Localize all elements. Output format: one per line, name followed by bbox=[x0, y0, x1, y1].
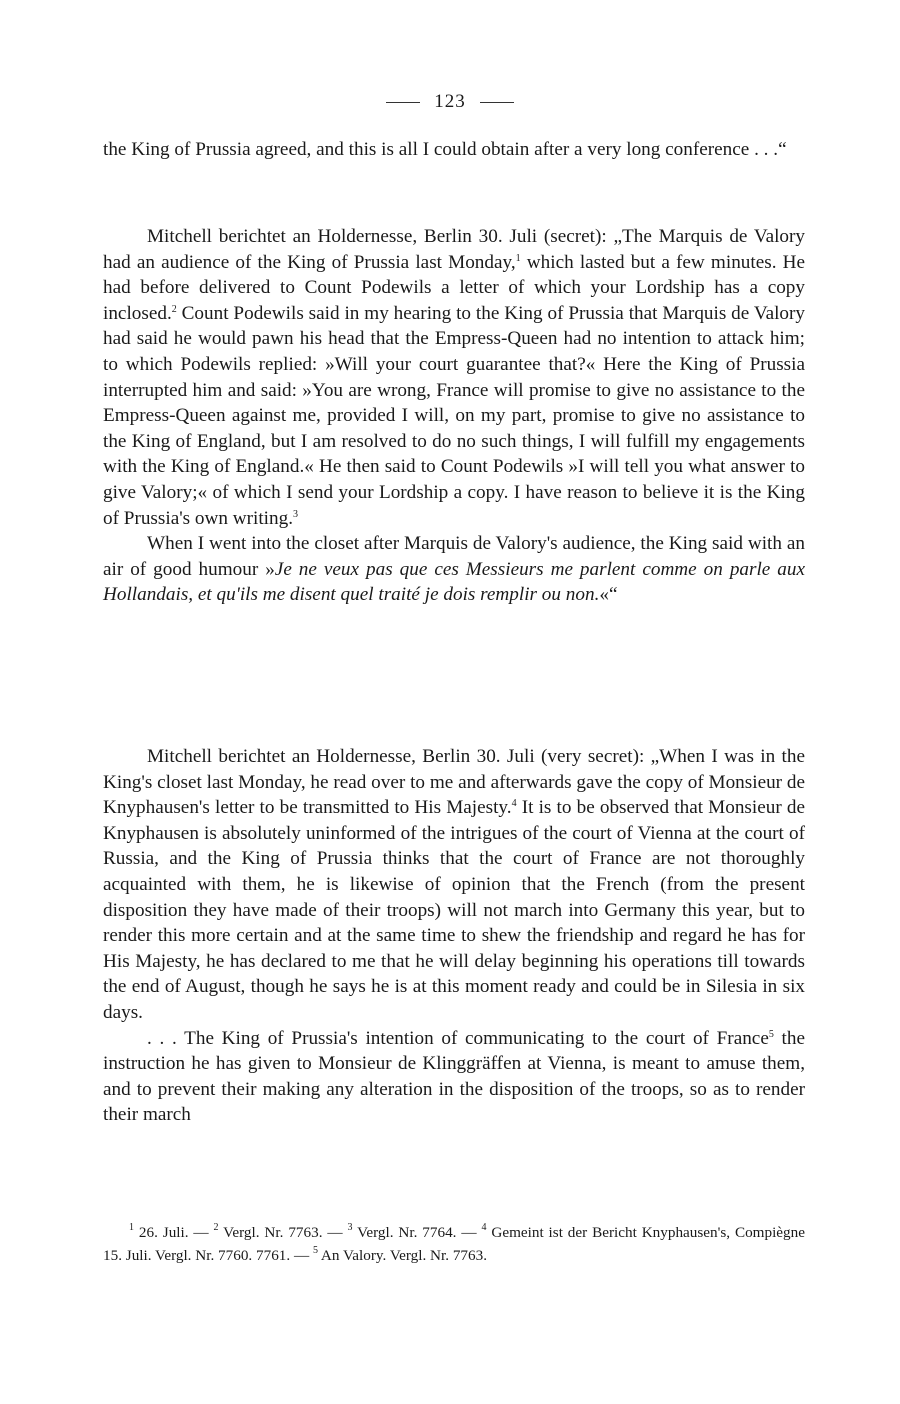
french-quotation: Je ne veux pas que ces Messieurs me parlent comme on parle aux Hollandais, et qu'ils me disent quel traité je dois remplir ou non. bbox=[103, 558, 805, 606]
footnote-ref-4: 4 bbox=[511, 798, 517, 810]
report-secret-text-b: which lasted but a few minutes. He had before delivered to Count Podewils a letter of which your Lordship has a copy inclosed. bbox=[103, 251, 806, 324]
footnote-text-5: An Valory. Vergl. Nr. 7763. bbox=[317, 1246, 487, 1264]
page-number bbox=[0, 91, 900, 113]
footnote-ref-3: 3 bbox=[293, 508, 299, 520]
report-secret-paragraph-2 bbox=[103, 531, 805, 608]
report-very-secret-text-c: . . . The King of Prussia's intention of communicating to the court of France bbox=[147, 1027, 769, 1049]
footnote-mark-3: 3 bbox=[347, 1222, 353, 1233]
report-secret-text-a: Mitchell berichtet an Holdernesse, Berlin 30. Juli (secret): „The Marquis de Valory had an audience of the King of Prussia last Monday, bbox=[103, 226, 805, 273]
footnotes bbox=[103, 1222, 805, 1267]
page-number-dash-left bbox=[386, 102, 420, 103]
report-secret-block bbox=[103, 224, 805, 608]
continuation-block bbox=[103, 137, 805, 163]
footnote-mark-1: 1 bbox=[129, 1222, 134, 1233]
page-number-dash-right bbox=[480, 102, 514, 103]
footnote-ref-5: 5 bbox=[768, 1028, 774, 1040]
report-very-secret-text-a: Mitchell berichtet an Holdernesse, Berlin 30. Juli (very secret): „When I was in the King's closet last Monday, he read over to me and afterwards gave the copy of Monsieur de Knyphausen's letter to be transmitted to His Majesty. bbox=[103, 746, 805, 819]
report-very-secret-paragraph-1 bbox=[103, 744, 805, 1026]
report-secret-tail: «“ bbox=[599, 584, 618, 606]
footnote-text-2: Vergl. Nr. 7763. — bbox=[218, 1224, 348, 1241]
report-secret-paragraph-1 bbox=[103, 224, 805, 531]
report-secret-lead: When I went into the closet after Marquis de Valory's audience, the King said with an air of good humour » bbox=[103, 533, 805, 580]
report-secret-text-c: Count Podewils said in my hearing to the King of Prussia that Marquis de Valory had said he would pawn his head that the Empress-Queen had no intention to attack him; to which Podewils replied: »Will your court guarantee that?« Here the King of Prussia interrupted him and said: »You are wrong, France will promise to give no assistance to the Empress-Queen against me, provided I will, on my part, promise to give no assistance to the King of England, but I am resolved to do no such things, I will fulfill my engagements with the King of England.« He then said to Count Podewils »I will tell you what answer to give Valory;« of which I send your Lordship a copy. I have reason to believe it is the King of Prussia's own writing. bbox=[103, 302, 805, 529]
report-very-secret-block bbox=[103, 744, 805, 1128]
report-very-secret-text-d: the instruction he has given to Monsieur de Klinggräffen at Vienna, is meant to amuse them, and to prevent their making any alteration in the disposition of the troops, so as to render their march bbox=[103, 1027, 805, 1126]
footnote-mark-4: 4 bbox=[481, 1222, 487, 1233]
report-very-secret-paragraph-2 bbox=[103, 1026, 805, 1128]
footnotes-paragraph bbox=[103, 1222, 805, 1267]
report-very-secret-text-b: It is to be observed that Monsieur de Knyphausen is absolutely uninformed of the intrigues of the court of Vienna at the court of Russia, and the King of Prussia thinks that the court of France are not thoroughly acquainted with them, he is likewise of opinion that the French (from the present disposition they have made of their troops) will not march into Germany this year, but to render this more certain and at the same time to shew the friendship and regard he has for His Majesty, he has declared to me that he will delay beginning his operations till towards the end of August, though he says he is at this moment ready and could be in Silesia in six days. bbox=[103, 797, 805, 1023]
footnote-mark-5: 5 bbox=[312, 1244, 318, 1256]
page-number-value: 123 bbox=[434, 91, 466, 112]
footnote-ref-1: 1 bbox=[515, 252, 521, 264]
footnote-text-1: 26. Juli. — bbox=[134, 1224, 214, 1241]
footnote-mark-2: 2 bbox=[213, 1222, 219, 1233]
footnote-ref-2: 2 bbox=[171, 303, 177, 315]
footnote-text-4: Gemeint ist der Bericht Knyphausen's, Compiègne 15. Juli. Vergl. Nr. 7760. 7761. — bbox=[103, 1224, 805, 1264]
footnote-text-3: Vergl. Nr. 7764. — bbox=[352, 1224, 482, 1241]
continuation-paragraph: the King of Prussia agreed, and this is all I could obtain after a very long conference . . .“ bbox=[103, 139, 787, 160]
